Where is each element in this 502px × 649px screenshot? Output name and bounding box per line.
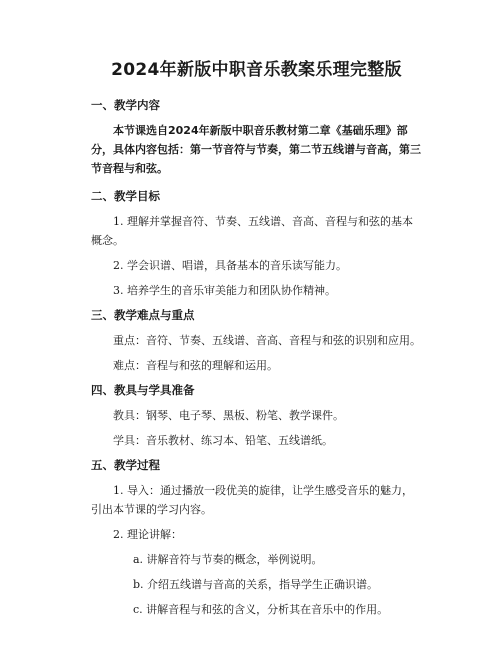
process-subitem-a: a. 讲解音符与节奏的概念，举例说明。 [133, 553, 323, 566]
teacher-aids-text: 教具：钢琴、电子琴、黑板、粉笔、教学课件。 [113, 409, 344, 422]
student-aids-text: 学具：音乐教材、练习本、铅笔、五线谱纸。 [113, 434, 333, 447]
section-heading-teaching-content: 一、教学内容 [91, 98, 160, 112]
objective-item-3: 3. 培养学生的音乐审美能力和团队协作精神。 [113, 284, 336, 297]
objective-item-2: 2. 学会识谱、唱谱，具备基本的音乐读写能力。 [113, 259, 347, 272]
section-heading-teaching-objectives: 二、教学目标 [91, 189, 160, 203]
process-subitem-c: c. 讲解音程与和弦的含义，分析其在音乐中的作用。 [133, 603, 389, 616]
section-heading-teaching-process: 五、教学过程 [91, 458, 160, 472]
key-points-text: 重点：音符、节奏、五线谱、音高、音程与和弦的识别和应用。 [113, 334, 421, 347]
section-heading-key-difficult-points: 三、教学难点与重点 [91, 308, 195, 322]
document-title: 2024年新版中职音乐教案乐理完整版 [111, 60, 402, 80]
difficult-points-text: 难点：音程与和弦的理解和运用。 [113, 359, 278, 372]
section-heading-teaching-aids: 四、教具与学具准备 [91, 383, 195, 397]
process-item-1: 1. 导入：通过播放一段优美的旋律，让学生感受音乐的魅力，引出本节课的学习内容。 [91, 484, 413, 516]
teaching-content-paragraph: 本节课选自2024年新版中职音乐教材第二章《基础乐理》部分，具体内容包括：第一节音符与节奏，第二节五线谱与音高，第三节音程与和弦。 [91, 124, 421, 175]
process-item-2: 2. 理论讲解： [113, 528, 182, 541]
objective-item-1: 1. 理解并掌握音符、节奏、五线谱、音高、音程与和弦的基本概念。 [91, 215, 413, 247]
process-subitem-b: b. 介绍五线谱与音高的关系，指导学生正确识谱。 [133, 578, 379, 591]
